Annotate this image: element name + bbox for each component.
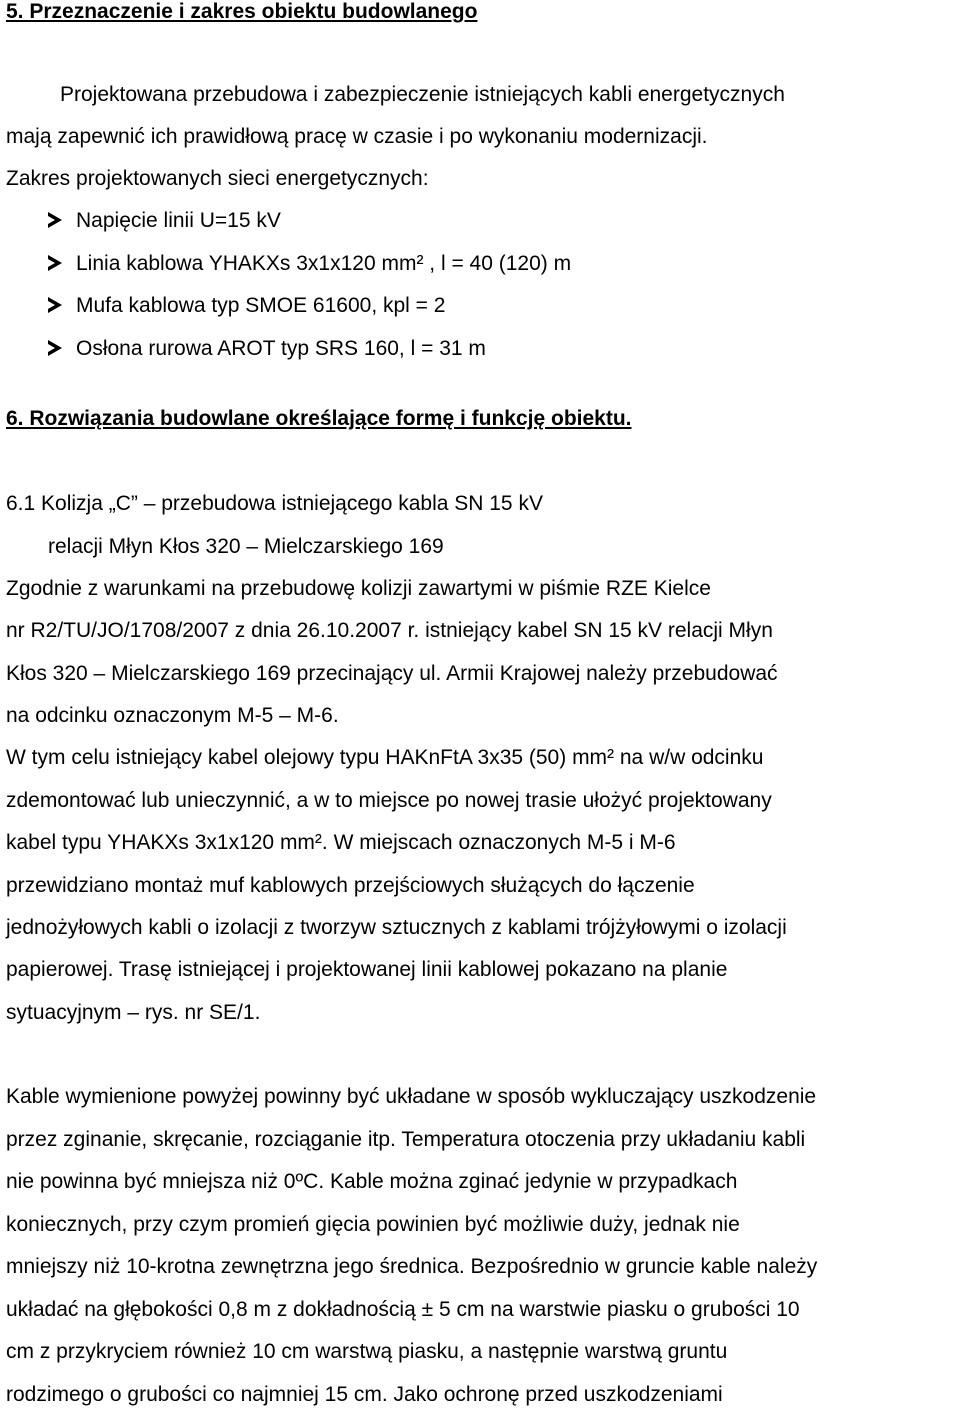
bullet-label: Mufa kablowa typ SMOE 61600, kpl = 2 [76, 294, 446, 317]
paragraph-line: koniecznych, przy czym promień gięcia powinien być możliwie duży, jednak nie [6, 1213, 740, 1236]
paragraph-line: jednożyłowych kabli o izolacji z tworzyw sztucznych z kablami trójżyłowymi o izolacji [6, 916, 787, 939]
paragraph-line: zdemontować lub unieczynnić, a w to miejsce po nowej trasie ułożyć projektowany [6, 789, 772, 812]
paragraph-line: Zgodnie z warunkami na przebudowę kolizji zawartymi w piśmie RZE Kielce [6, 577, 711, 600]
section-5-heading: 5. Przeznaczenie i zakres obiektu budowlanego [6, 0, 478, 23]
paragraph-line: Kable wymienione powyżej powinny być układane w sposób wykluczający uszkodzenie [6, 1085, 817, 1108]
paragraph-line: papierowej. Trasę istniejącej i projektowanej linii kablowej pokazano na planie [6, 958, 728, 981]
paragraph-line: cm z przykryciem również 10 cm warstwą piasku, a następnie warstwą gruntu [6, 1340, 728, 1363]
paragraph-line: rodzimego o grubości co najmniej 15 cm. Jako ochronę przed uszkodzeniami [6, 1383, 723, 1406]
paragraph-line: nie powinna być mniejsza niż 0ºC. Kable można zginać jedynie w przypadkach [6, 1170, 738, 1193]
arrow-bullet-icon [48, 340, 62, 356]
paragraph-line: Kłos 320 – Mielczarskiego 169 przecinający ul. Armii Krajowej należy przebudować [6, 662, 778, 685]
paragraph-line: sytuacyjnym – rys. nr SE/1. [6, 1001, 261, 1024]
paragraph-line: układać na głębokości 0,8 m z dokładnością ± 5 cm na warstwie piasku o grubości 10 [6, 1298, 800, 1321]
subsection-title: 6.1 Kolizja „C” – przebudowa istniejącego kabla SN 15 kV [6, 492, 543, 515]
subsection-subtitle: relacji Młyn Kłos 320 – Mielczarskiego 169 [48, 535, 444, 558]
section-5-line: mają zapewnić ich prawidłową pracę w czasie i po wykonaniu modernizacji. [6, 125, 708, 148]
arrow-bullet-icon [48, 255, 62, 271]
paragraph-line: nr R2/TU/JO/1708/2007 z dnia 26.10.2007 r. istniejący kabel SN 15 kV relacji Młyn [6, 619, 773, 642]
bullet-label: Linia kablowa YHAKXs 3x1x120 mm² , l = 40 (120) m [76, 252, 572, 275]
bullet-label: Napięcie linii U=15 kV [76, 209, 281, 232]
paragraph-line: przez zginanie, skręcanie, rozciąganie itp. Temperatura otoczenia przy układaniu kabli [6, 1128, 806, 1151]
section-5-line: Zakres projektowanych sieci energetycznych: [6, 167, 429, 190]
paragraph-line: kabel typu YHAKXs 3x1x120 mm². W miejscach oznaczonych M-5 i M-6 [6, 831, 676, 854]
paragraph-line: W tym celu istniejący kabel olejowy typu HAKnFtA 3x35 (50) mm² na w/w odcinku [6, 746, 764, 769]
paragraph-line: na odcinku oznaczonym M-5 – M-6. [6, 704, 339, 727]
section-5-line: Projektowana przebudowa i zabezpieczenie istniejących kabli energetycznych [60, 83, 785, 106]
paragraph-line: przewidziano montaż muf kablowych przejściowych służących do łączenie [6, 874, 695, 897]
bullet-label: Osłona rurowa AROT typ SRS 160, l = 31 m [76, 337, 486, 360]
arrow-bullet-icon [48, 297, 62, 313]
arrow-bullet-icon [48, 212, 62, 228]
paragraph-line: mniejszy niż 10-krotna zewnętrzna jego średnica. Bezpośrednio w gruncie kable należy [6, 1255, 818, 1278]
section-6-heading: 6. Rozwiązania budowlane określające formę i funkcję obiektu. [6, 407, 632, 430]
